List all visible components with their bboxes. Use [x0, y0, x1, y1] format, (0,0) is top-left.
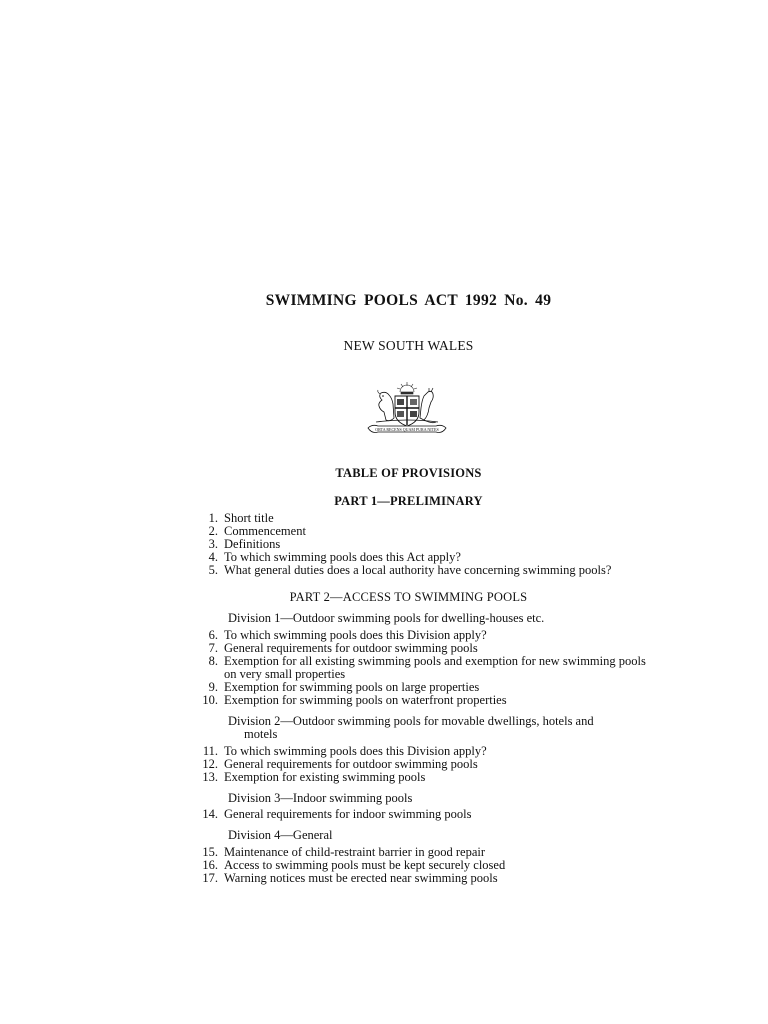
division-2-heading-line1: Division 2—Outdoor swimming pools for movable dwellings, hotels and — [228, 714, 594, 728]
provision-item — [186, 872, 656, 885]
provision-item — [186, 538, 656, 551]
provision-item — [186, 859, 656, 872]
division-3-heading: Division 3—Indoor swimming pools — [228, 791, 413, 805]
provision-item — [186, 808, 656, 821]
provision-number: 14. — [202, 807, 218, 821]
jurisdiction-heading: NEW SOUTH WALES — [343, 338, 474, 353]
provision-item — [186, 758, 656, 771]
part-1-heading: PART 1—PRELIMINARY — [334, 494, 483, 508]
provision-number: 2. — [208, 524, 218, 538]
provision-number: 3. — [208, 537, 218, 551]
provision-text: To which swimming pools does this Division apply? — [224, 744, 487, 758]
provision-text: General requirements for indoor swimming pools — [224, 807, 472, 821]
provision-number: 8. — [208, 654, 218, 668]
provision-item — [186, 771, 656, 784]
provision-number: 4. — [208, 550, 218, 564]
provision-item — [186, 642, 656, 655]
provision-text: To which swimming pools does this Division apply? — [224, 628, 487, 642]
act-title: SWIMMING POOLS ACT 1992 No. 49 — [265, 292, 552, 309]
provision-item — [186, 525, 656, 538]
provision-item — [186, 564, 656, 577]
provision-item — [186, 629, 656, 642]
provision-number: 17. — [202, 871, 218, 885]
provision-item — [186, 745, 656, 758]
provision-text: Commencement — [224, 524, 306, 538]
provision-item — [186, 681, 656, 694]
division-4-heading: Division 4—General — [228, 828, 333, 842]
provision-text: Warning notices must be erected near swimming pools — [224, 871, 498, 885]
provision-item — [186, 694, 656, 707]
provision-text: General requirements for outdoor swimming pools — [224, 757, 478, 771]
provision-number: 13. — [202, 770, 218, 784]
provision-item — [186, 655, 656, 680]
division-2-heading — [228, 715, 648, 741]
provision-number: 11. — [202, 744, 218, 758]
provision-text: Short title — [224, 511, 274, 525]
provision-number: 9. — [208, 680, 218, 694]
provision-text: Access to swimming pools must be kept securely closed — [224, 858, 506, 872]
provision-number: 15. — [202, 845, 218, 859]
nsw-coat-of-arms-icon — [362, 378, 452, 440]
provision-number: 5. — [208, 563, 218, 577]
part-2-heading: PART 2—ACCESS TO SWIMMING POOLS — [289, 590, 528, 604]
provision-text: General requirements for outdoor swimming pools — [224, 641, 478, 655]
table-of-provisions-heading: TABLE OF PROVISIONS — [335, 466, 482, 480]
provision-number: 7. — [208, 641, 218, 655]
provision-item — [186, 512, 656, 525]
provision-text: Exemption for all existing swimming pools and exemption for new swimming pools on very small properties — [224, 654, 646, 681]
provision-number: 6. — [208, 628, 218, 642]
provision-text: Exemption for swimming pools on waterfront properties — [224, 693, 507, 707]
crest-motto: ORTA RECENS QUAM PURA NITES — [375, 427, 439, 432]
division-1-heading: Division 1—Outdoor swimming pools for dwelling-houses etc. — [228, 611, 545, 625]
provision-item — [186, 551, 656, 564]
provision-text: Maintenance of child-restraint barrier in good repair — [224, 845, 485, 859]
provision-number: 12. — [202, 757, 218, 771]
provision-text: Exemption for existing swimming pools — [224, 770, 426, 784]
provision-text: What general duties does a local authority have concerning swimming pools? — [224, 563, 612, 577]
provision-number: 1. — [208, 511, 218, 525]
provision-number: 16. — [202, 858, 218, 872]
provision-number: 10. — [202, 693, 218, 707]
provision-text: Exemption for swimming pools on large properties — [224, 680, 480, 694]
division-2-heading-line2: motels — [244, 727, 278, 741]
provision-text: To which swimming pools does this Act apply? — [224, 550, 461, 564]
provision-text: Definitions — [224, 537, 281, 551]
provision-item — [186, 846, 656, 859]
